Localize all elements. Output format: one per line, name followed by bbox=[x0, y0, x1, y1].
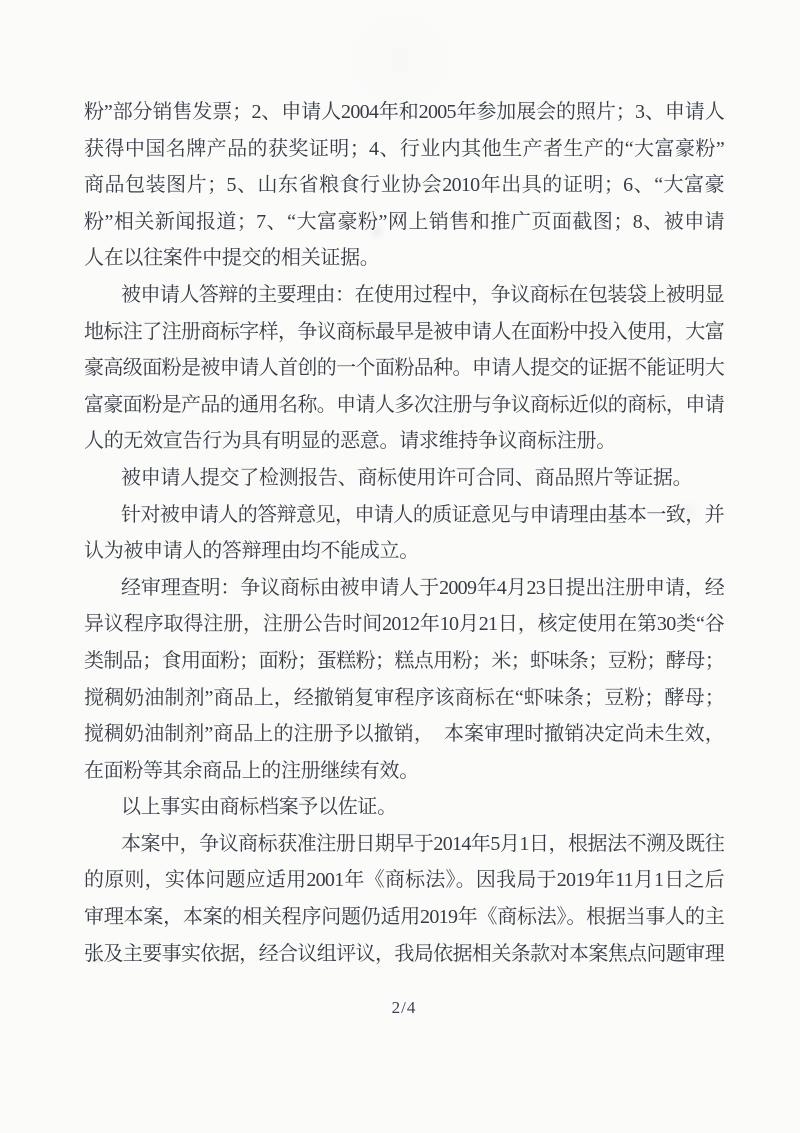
text-line: 的原则，实体问题应适用2001年《商标法》。因我局于2019年11月1日之后 bbox=[84, 869, 724, 892]
text-line: 粉”相关新闻报道；7、“大富豪粉”网上销售和推广页面截图；8、被申请 bbox=[84, 210, 724, 233]
text-line: 搅稠奶油制剂”商品上，经撤销复审程序该商标在“虾味条；豆粉；酵母； bbox=[84, 686, 724, 709]
text-line: 被申请人答辩的主要理由：在使用过程中，争议商标在包装袋上被明显 bbox=[121, 283, 724, 306]
text-line: 人的无效宣告行为具有明显的恶意。请求维持争议商标注册。 bbox=[84, 430, 616, 453]
text-line: 富豪面粉是产品的通用名称。申请人多次注册与争议商标近似的商标，申请 bbox=[84, 393, 724, 416]
text-line: 获得中国名牌产品的获奖证明；4、行业内其他生产者生产的“大富豪粉” bbox=[84, 137, 724, 160]
text-line: 商品包装图片；5、山东省粮食行业协会2010年出具的证明；6、“大富豪 bbox=[84, 174, 724, 197]
paragraph-respondent-evidence bbox=[84, 460, 724, 497]
paragraph-cross-examination bbox=[84, 497, 724, 570]
text-line: 以上事实由商标档案予以佐证。 bbox=[121, 796, 397, 819]
document-body bbox=[84, 94, 724, 972]
page-footer bbox=[84, 998, 724, 1018]
text-line: 类制品；食用面粉；面粉；蛋糕粉；糕点用粉；米；虾味条；豆粉；酵母； bbox=[84, 649, 724, 672]
page-number: 2/4 bbox=[391, 998, 417, 1017]
paragraph-evidence-list bbox=[84, 94, 724, 277]
paragraph-corroboration bbox=[84, 789, 724, 826]
text-line: 异议程序取得注册，注册公告时间2012年10月21日，核定使用在第30类“谷 bbox=[84, 613, 724, 636]
text-line: 地标注了注册商标字样，争议商标最早是被申请人在面粉中投入使用，大富 bbox=[84, 320, 724, 343]
text-line: 针对被申请人的答辩意见，申请人的质证意见与申请理由基本一致，并 bbox=[121, 503, 724, 526]
text-line: 认为被申请人的答辩理由均不能成立。 bbox=[84, 540, 419, 563]
paragraph-findings bbox=[84, 570, 724, 790]
text-line: 本案中，争议商标获准注册日期早于2014年5月1日，根据法不溯及既往 bbox=[121, 832, 724, 855]
text-line: 在面粉等其余商品上的注册继续有效。 bbox=[84, 759, 419, 782]
text-line: 豪高级面粉是被申请人首创的一个面粉品种。申请人提交的证据不能证明大 bbox=[84, 357, 724, 380]
text-line: 审理本案，本案的相关程序问题仍适用2019年《商标法》。根据当事人的主 bbox=[84, 906, 724, 929]
text-line: 张及主要事实依据，经合议组评议，我局依据相关条款对本案焦点问题审理 bbox=[84, 942, 724, 965]
paragraph-respondent-defense bbox=[84, 277, 724, 460]
paragraph-applicable-law bbox=[84, 826, 724, 972]
text-line: 粉”部分销售发票；2、申请人2004年和2005年参加展会的照片；3、申请人 bbox=[84, 101, 724, 123]
text-line: 被申请人提交了检测报告、商标使用许可合同、商品照片等证据。 bbox=[121, 466, 693, 489]
text-line: 搅稠奶油制剂”商品上的注册予以撤销， 本案审理时撤销决定尚未生效， bbox=[84, 723, 724, 746]
text-line: 人在以往案件中提交的相关证据。 bbox=[84, 247, 380, 270]
text-line: 经审理查明：争议商标由被申请人于2009年4月23日提出注册申请，经 bbox=[121, 576, 724, 599]
